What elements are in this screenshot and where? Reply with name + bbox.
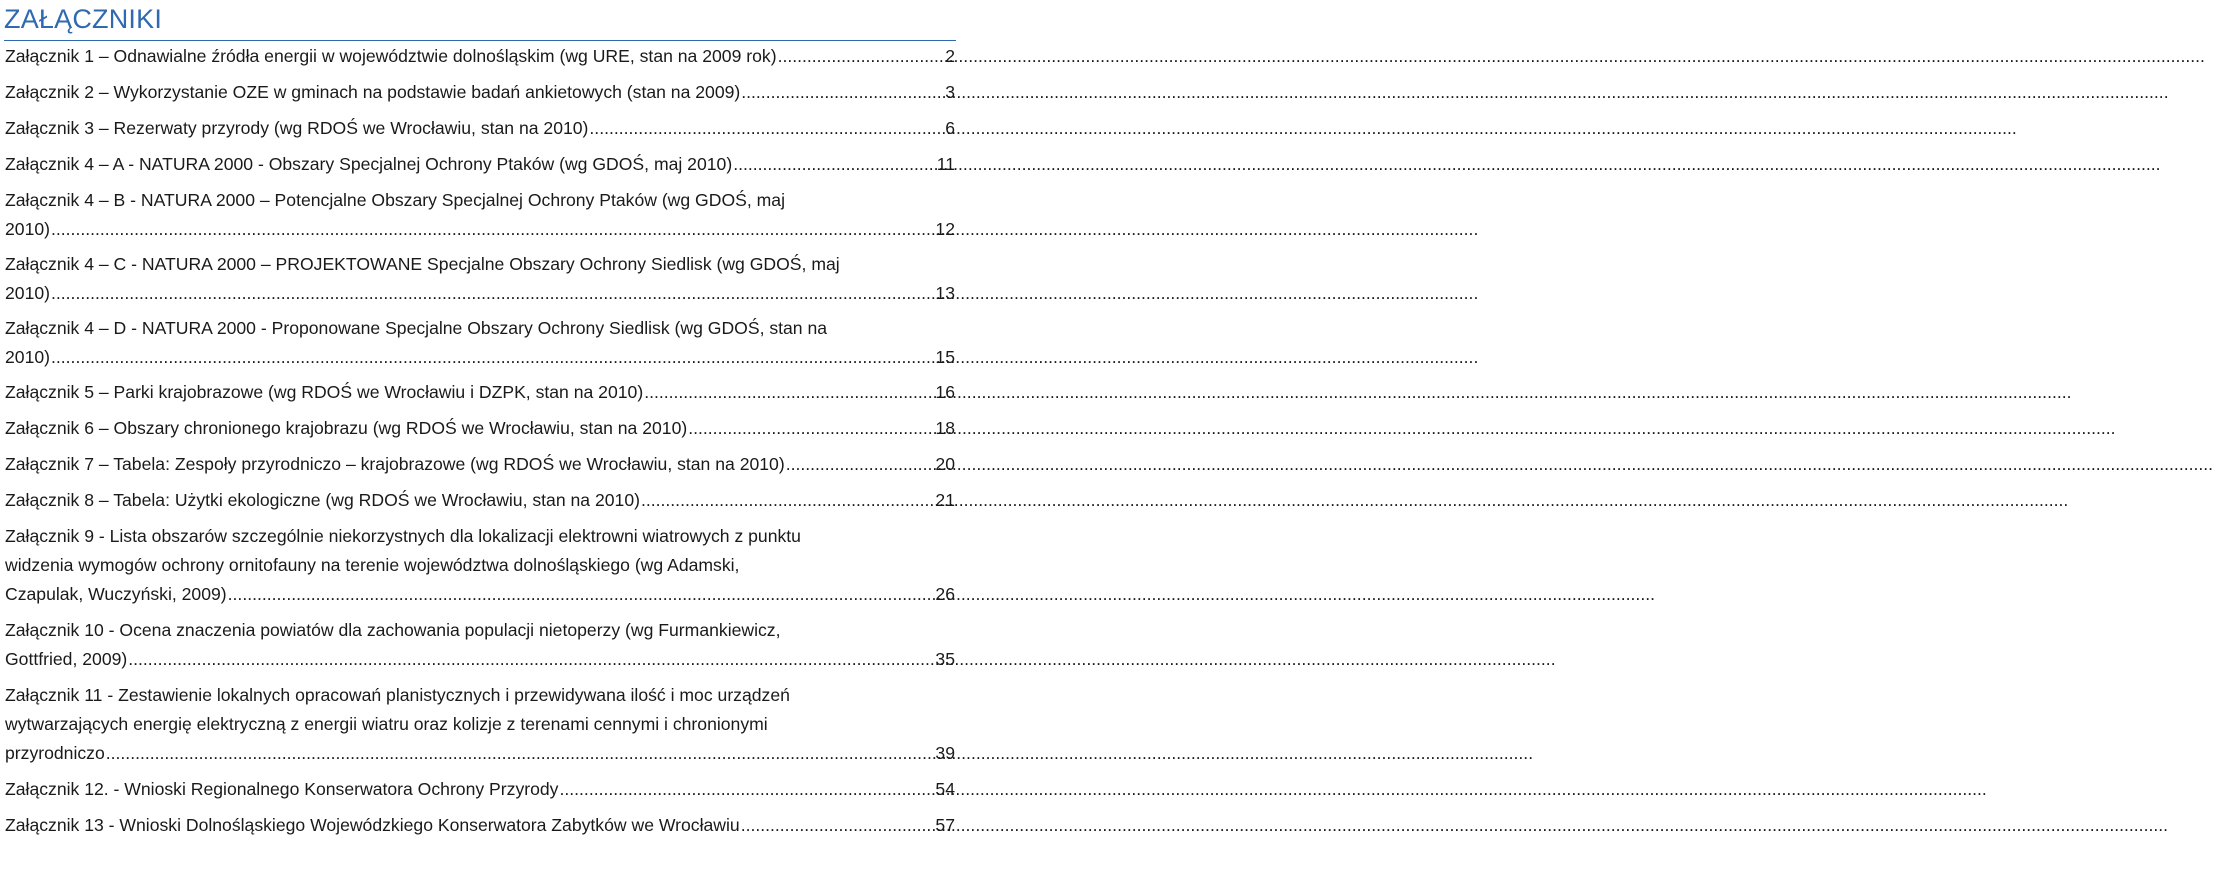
- table-of-contents: [5, 42, 955, 840]
- toc-entry-11[interactable]: [5, 681, 955, 768]
- toc-entry-8[interactable]: [5, 486, 955, 515]
- toc-entry-text: Załącznik 2 – Wykorzystanie OZE w gminach na podstawie badań ankietowych (stan na 2009): [5, 82, 741, 102]
- toc-entry-text: Załącznik 5 – Parki krajobrazowe (wg RDOŚ we Wrocławiu i DZPK, stan na 2010): [5, 382, 644, 402]
- toc-entry-text: Gottfried, 2009): [5, 649, 128, 669]
- toc-entry-line: Załącznik 4 – D - NATURA 2000 - Proponowane Specjalne Obszary Ochrony Siedlisk (wg GDOŚ, stan na: [5, 318, 828, 338]
- dot-leader: [128, 645, 933, 674]
- toc-entry-line: wytwarzających energię elektryczną z energii wiatru oraz kolizje z terenami cennymi i chronionymi: [5, 714, 768, 734]
- toc-entry-text: 2010): [5, 283, 50, 303]
- toc-entry-2[interactable]: [5, 78, 955, 107]
- dot-leader: [51, 279, 933, 308]
- dot-leader: [559, 775, 933, 804]
- dot-leader: [51, 343, 933, 372]
- toc-entry-text: Załącznik 3 – Rezerwaty przyrody (wg RDOŚ we Wrocławiu, stan na 2010): [5, 118, 589, 138]
- toc-entry-line: Załącznik 4 – B - NATURA 2000 – Potencjalne Obszary Specjalnej Ochrony Ptaków (wg GDOŚ, maj: [5, 190, 785, 210]
- toc-page-number: 26: [935, 584, 955, 604]
- page: [0, 0, 960, 883]
- dot-leader: [641, 486, 933, 515]
- toc-page-number: 13: [935, 283, 955, 303]
- toc-entry-text: Załącznik 7 – Tabela: Zespoły przyrodniczo – krajobrazowe (wg RDOŚ we Wrocławiu, stan na 2010): [5, 454, 785, 474]
- toc-entry-9[interactable]: [5, 522, 955, 609]
- toc-page-number: 57: [935, 815, 955, 835]
- toc-entry-line: widzenia wymogów ochrony ornitofauny na terenie województwa dolnośląskiego (wg Adamski,: [5, 555, 740, 575]
- dot-leader: [778, 42, 944, 71]
- toc-entry-7[interactable]: [5, 450, 955, 479]
- toc-entry-12[interactable]: [5, 775, 955, 804]
- toc-entry-text: Czapulak, Wuczyński, 2009): [5, 584, 227, 604]
- toc-entry-text: Załącznik 4 – A - NATURA 2000 - Obszary Specjalnej Ochrony Ptaków (wg GDOŚ, maj 2010): [5, 154, 733, 174]
- toc-entry-10[interactable]: [5, 616, 955, 674]
- dot-leader: [786, 450, 934, 479]
- toc-page-number: 3: [945, 82, 955, 102]
- toc-page-number: 21: [935, 490, 955, 510]
- dot-leader: [228, 580, 934, 609]
- toc-entry-text: Załącznik 1 – Odnawialne źródła energii w województwie dolnośląskim (wg URE, stan na 2009 rok): [5, 46, 777, 66]
- toc-page-number: 15: [935, 347, 955, 367]
- page-title: ZAŁĄCZNIKI: [4, 4, 163, 34]
- dot-leader: [741, 811, 934, 840]
- toc-entry-text: Załącznik 12. - Wnioski Regionalnego Konserwatora Ochrony Przyrody: [5, 779, 559, 799]
- toc-entry-line: Załącznik 4 – C - NATURA 2000 – PROJEKTOWANE Specjalne Obszary Ochrony Siedlisk (wg GDOŚ, maj: [5, 254, 840, 274]
- toc-entry-text: Załącznik 8 – Tabela: Użytki ekologiczne (wg RDOŚ we Wrocławiu, stan na 2010): [5, 490, 640, 510]
- toc-page-number: 12: [935, 219, 955, 239]
- toc-page-number: 11: [936, 154, 955, 174]
- toc-entry-text: Załącznik 13 - Wnioski Dolnośląskiego Wojewódzkiego Konserwatora Zabytków we Wrocławiu: [5, 815, 740, 835]
- toc-page-number: 6: [945, 118, 955, 138]
- toc-entry-3[interactable]: [5, 114, 955, 143]
- dot-leader: [741, 78, 943, 107]
- toc-entry-line: Załącznik 11 - Zestawienie lokalnych opracowań planistycznych i przewidywana ilość i moc urządzeń: [5, 685, 790, 705]
- dot-leader: [688, 414, 933, 443]
- toc-page-number: 35: [935, 649, 955, 669]
- toc-entry-13[interactable]: [5, 811, 955, 840]
- toc-entry-line: Załącznik 9 - Lista obszarów szczególnie niekorzystnych dla lokalizacji elektrowni wiatrowych z punktu: [5, 526, 801, 546]
- toc-page-number: 54: [935, 779, 955, 799]
- toc-entry-4c[interactable]: [5, 250, 955, 308]
- toc-page-number: 18: [935, 418, 955, 438]
- toc-entry-4b[interactable]: [5, 186, 955, 244]
- toc-page-number: 2: [945, 46, 955, 66]
- toc-entry-text: 2010): [5, 219, 50, 239]
- dot-leader: [644, 378, 933, 407]
- toc-page-number: 39: [935, 743, 955, 763]
- toc-page-number: 20: [935, 454, 955, 474]
- heading-rule: [4, 0, 956, 41]
- toc-entry-line: Załącznik 10 - Ocena znaczenia powiatów dla zachowania populacji nietoperzy (wg Furmankiewicz,: [5, 620, 781, 640]
- toc-entry-text: 2010): [5, 347, 50, 367]
- dot-leader: [51, 215, 933, 244]
- toc-entry-text: Załącznik 6 – Obszary chronionego krajobrazu (wg RDOŚ we Wrocławiu, stan na 2010): [5, 418, 688, 438]
- toc-entry-5[interactable]: [5, 378, 955, 407]
- toc-entry-4a[interactable]: [5, 150, 955, 179]
- dot-leader: [733, 150, 935, 179]
- dot-leader: [106, 739, 934, 768]
- toc-entry-4d[interactable]: [5, 314, 955, 372]
- dot-leader: [589, 114, 943, 143]
- toc-entry-text: przyrodniczo: [5, 743, 105, 763]
- toc-entry-1[interactable]: [5, 42, 955, 71]
- toc-entry-6[interactable]: [5, 414, 955, 443]
- toc-page-number: 16: [935, 382, 955, 402]
